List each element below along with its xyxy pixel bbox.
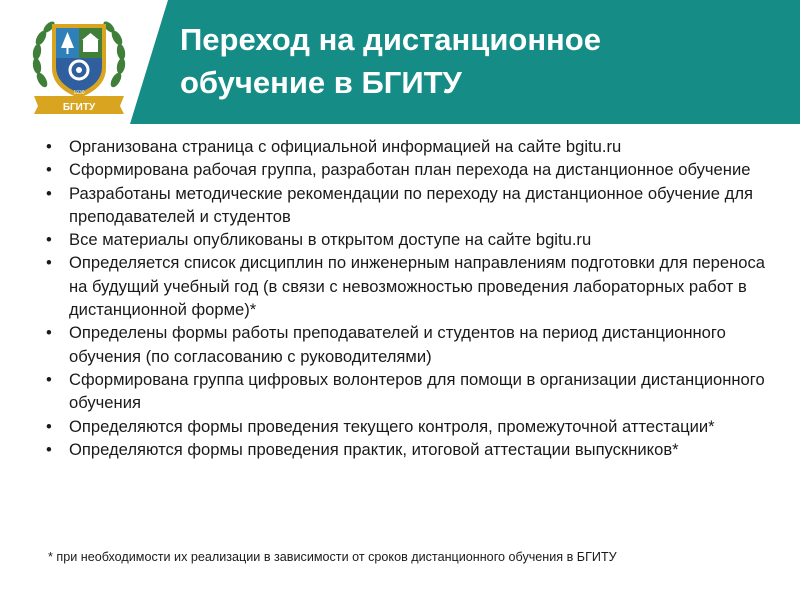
list-item: • Определяется список дисциплин по инженерным направлениям подготовки для переноса на будущий учебный год (в связи с невозможностью проведения лабораторных работ в дистанционной форме)*	[46, 251, 776, 321]
building-icon	[83, 40, 98, 52]
list-item: • Разработаны методические рекомендации по переходу на дистанционное обучение для преподавателей и студентов	[46, 182, 776, 229]
bullet-list	[46, 135, 776, 461]
page-title-line-2: обучение в БГИТУ	[180, 65, 462, 100]
list-item: • Сформирована группа цифровых волонтеров для помощи в организации дистанционного обучения	[46, 368, 776, 415]
list-item: • Определены формы работы преподавателей и студентов на период дистанционного обучения (по согласованию с руководителями)	[46, 321, 776, 368]
list-item: • Определяются формы проведения текущего контроля, промежуточной аттестации*	[46, 415, 776, 438]
logo-year: 1930	[73, 90, 85, 96]
list-item: • Определяются формы проведения практик, итоговой аттестации выпускников*	[46, 438, 776, 461]
footnote: * при необходимости их реализации в зависимости от сроков дистанционного обучения в БГИТУ	[48, 550, 617, 564]
page-title-line-1: Переход на дистанционное	[180, 22, 601, 57]
list-item: • Организована страница с официальной информацией на сайте bgitu.ru	[46, 135, 776, 158]
list-item: • Сформирована рабочая группа, разработан план перехода на дистанционное обучение	[46, 158, 776, 181]
university-logo	[28, 10, 130, 116]
page-title	[180, 18, 780, 104]
list-item: • Все материалы опубликованы в открытом доступе на сайте bgitu.ru	[46, 228, 776, 251]
logo-text: БГИТУ	[62, 102, 96, 113]
header-wedge	[130, 0, 168, 124]
